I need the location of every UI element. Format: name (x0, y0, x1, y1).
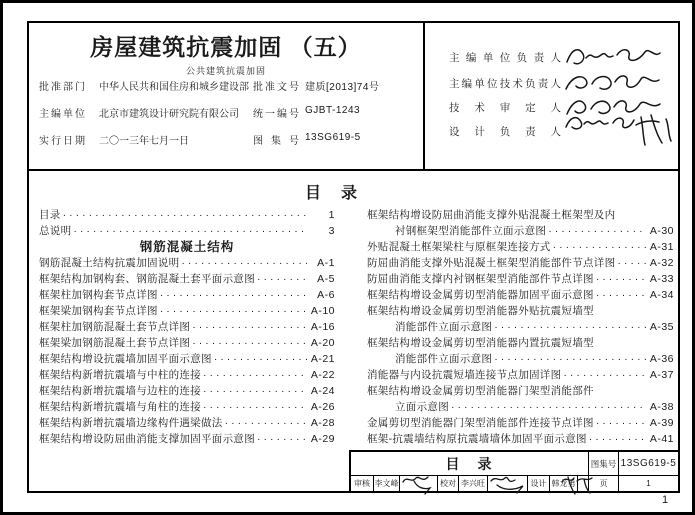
toc-entry-page: A-5 (317, 273, 335, 285)
handwritten-signature (563, 111, 681, 151)
signature-label: 技术审定人 (449, 101, 561, 114)
toc-entry (39, 399, 335, 415)
dot-leader (203, 383, 307, 399)
handwritten-signature (578, 476, 589, 491)
toc-entry-page: A-32 (649, 257, 674, 269)
toc-entry-title: 防屈曲消能支撑内衬钢框架型消能部件节点详图 (367, 273, 594, 285)
dot-leader (494, 319, 646, 335)
toc-entry-title: 框架柱加钢构套节点详图 (39, 289, 158, 301)
toc-entry (367, 431, 674, 447)
approval-info-row (39, 78, 419, 93)
toc-entry (367, 223, 674, 239)
toc-entry-page: A-33 (649, 273, 674, 285)
toc-heading: 目 录 (304, 185, 359, 202)
reviewer-name: 李文峰 (374, 476, 400, 491)
info-value: 13SG619-5 (305, 132, 361, 143)
toc-entry-page: A-39 (649, 417, 674, 429)
dot-leader (596, 415, 646, 431)
toc-entry-title: 框架结构新增抗震墙边缘构件遇梁做法 (39, 417, 223, 429)
toc-entry-title: 框架梁加钢构套节点详图 (39, 305, 158, 317)
toc-entry-page: A-37 (649, 369, 674, 381)
toc-entry-title: 目录 (39, 209, 61, 221)
dot-leader (494, 351, 646, 367)
toc-entry-title: 衬钢框架型消能部件立面示意图 (395, 225, 547, 237)
toc-entry-page: A-35 (649, 321, 674, 333)
toc-entry (367, 287, 674, 303)
dot-leader (257, 271, 307, 287)
page-number: 1 (662, 494, 669, 506)
dot-leader (73, 223, 307, 239)
toc-entry-page: A-28 (310, 417, 335, 429)
toc-entry (39, 383, 335, 399)
header-title-panel (29, 23, 425, 169)
dot-leader (214, 351, 307, 367)
dot-leader (451, 399, 646, 415)
proof-label: 校对 (438, 476, 459, 491)
editor-info-row (39, 105, 419, 120)
toc-entry-title: 框架结构增设金属剪切型消能器加固平面示意图 (367, 289, 594, 301)
toc-entry-title: 框架结构新增抗震墙与边柱的连接 (39, 385, 201, 397)
header-signature-panel (425, 23, 678, 169)
toc-entry (39, 415, 335, 431)
toc-entry (39, 223, 335, 239)
toc-entry-page: A-29 (310, 433, 335, 445)
toc-entry-page: A-38 (649, 401, 674, 413)
signature-row (449, 119, 681, 143)
toc-entry-page: A-21 (310, 353, 335, 365)
info-label: 批准文号 (253, 82, 299, 93)
toc-entry-page: A-10 (310, 305, 335, 317)
toc-entry (39, 303, 335, 319)
toc-entry-title: 框架结构新增抗震墙与角柱的连接 (39, 401, 201, 413)
handwritten-signature (488, 476, 528, 491)
dot-leader (596, 287, 646, 303)
title-block-bottom-row (351, 476, 678, 491)
toc-entry (367, 399, 674, 415)
sheet-header (29, 23, 678, 171)
document-title: 房屋建筑抗震加固 （五） (90, 34, 362, 60)
toc-entry-page: A-6 (317, 289, 335, 301)
toc-entry-title: 框架结构增设防屈曲消能支撑外贴混凝土框架型及内 (367, 209, 616, 221)
toc-entry (39, 271, 335, 287)
toc-entry (39, 239, 335, 255)
atlas-number-label: 图集号 (589, 452, 619, 475)
toc-entry (367, 367, 674, 383)
toc-entry (367, 319, 674, 335)
designer-name: 韩龙勇 (550, 476, 578, 491)
design-label: 设计 (528, 476, 550, 491)
toc-entry-title: 消能器与内设抗震短墙连接节点加固详图 (367, 369, 562, 381)
toc-entry (39, 255, 335, 271)
dot-leader (548, 223, 646, 239)
toc-entry-page: A-26 (310, 401, 335, 413)
dot-leader (192, 335, 307, 351)
dot-leader (203, 399, 307, 415)
toc-entry-title: 框架结构增设抗震墙加固平面示意图 (39, 353, 212, 365)
toc-entry-page: A-1 (317, 257, 335, 269)
dot-leader (63, 207, 307, 223)
toc-entry (39, 287, 335, 303)
info-label: 实行日期 (39, 136, 85, 147)
sheet-page-label: 页 (589, 476, 619, 491)
toc-entry-title: 框架结构加钢构套、钢筋混凝土套平面示意图 (39, 273, 255, 285)
info-value: 中华人民共和国住房和城乡建设部 (99, 82, 249, 93)
info-value: 建质[2013]74号 (305, 82, 380, 93)
toc-right-column (367, 207, 674, 447)
toc-entry-title: 框架柱加钢筋混凝土套节点详图 (39, 321, 191, 333)
toc-entry-title: 钢筋混凝土结构 (139, 240, 235, 254)
toc-entry-page: A-36 (649, 353, 674, 365)
dot-leader (589, 431, 646, 447)
dot-leader (225, 415, 307, 431)
toc-entry-page: 1 (328, 209, 335, 221)
document-subtitle: 公共建筑抗震加固 (185, 66, 266, 76)
signature-label: 主编单位技术负责人 (449, 77, 561, 90)
info-value: 二〇一三年七月一日 (99, 136, 189, 147)
toc-entry-title: 框架-抗震墙结构原抗震墙墙体加固平面示意图 (367, 433, 587, 445)
dot-leader (160, 303, 307, 319)
title-block (349, 450, 678, 491)
toc-entry (367, 383, 674, 399)
toc-entry-title: 框架结构新增抗震墙与中柱的连接 (39, 369, 201, 381)
toc-entry (367, 303, 674, 319)
toc-entry-title: 消能部件立面示意图 (395, 353, 493, 365)
review-label: 审核 (351, 476, 374, 491)
toc-entry-page: A-20 (310, 337, 335, 349)
signature-row (449, 45, 663, 69)
info-label: 图集号 (253, 136, 299, 147)
toc-entry-page: A-34 (649, 289, 674, 301)
dot-leader (596, 271, 646, 287)
toc-entry-title: 钢筋混凝土结构抗震加固说明 (39, 257, 180, 269)
toc-entry-title: 框架结构增设金属剪切型消能器内置抗震短墙型 (367, 337, 594, 349)
info-label: 批准部门 (39, 82, 85, 93)
toc-entry-page: A-41 (649, 433, 674, 445)
toc-entry-page: A-31 (649, 241, 674, 253)
date-info-row (39, 132, 419, 147)
atlas-number-value: 13SG619-5 (620, 458, 677, 469)
toc-entry (39, 207, 335, 223)
dot-leader (160, 287, 307, 303)
toc-entry (39, 335, 335, 351)
toc-entry (367, 207, 674, 223)
dot-leader (181, 255, 307, 271)
toc-entry-title: 框架结构增设防屈曲消能支撑加固平面示意图 (39, 433, 255, 445)
toc-entry (39, 351, 335, 367)
toc-entry (367, 239, 674, 255)
toc-entry-title: 消能部件立面示意图 (395, 321, 493, 333)
toc-entry-title: 框架结构增设金属剪切型消能器外贴抗震短墙型 (367, 305, 594, 317)
toc-entry-title: 立面示意图 (395, 401, 449, 413)
proofer-name: 李兴旺 (459, 476, 488, 491)
toc-entry-page: 3 (328, 225, 335, 237)
dot-leader (617, 255, 646, 271)
toc-entry (39, 319, 335, 335)
info-label: 统一编号 (253, 109, 299, 120)
info-label: 主编单位 (39, 109, 85, 120)
toc-entry (367, 271, 674, 287)
toc-entry (39, 431, 335, 447)
handwritten-signature (400, 476, 438, 491)
toc-entry-page: A-16 (310, 321, 335, 333)
toc-left-column (39, 207, 335, 447)
toc-entry (367, 351, 674, 367)
toc-entry (39, 367, 335, 383)
sheet-page-number: 1 (646, 479, 651, 488)
dot-leader (192, 319, 307, 335)
toc-entry-page: A-30 (649, 225, 674, 237)
toc-entry-title: 总说明 (39, 225, 72, 237)
dot-leader (563, 367, 646, 383)
info-value: 北京市建筑设计研究院有限公司 (99, 109, 239, 120)
toc-entry (367, 415, 674, 431)
dot-leader (553, 239, 646, 255)
toc-entry-title: 金属剪切型消能器门架型消能部件连接节点详图 (367, 417, 594, 429)
toc-entry-page: A-24 (310, 385, 335, 397)
toc-entry (367, 255, 674, 271)
dot-leader (257, 431, 307, 447)
toc-entry-title: 框架梁加钢筋混凝土套节点详图 (39, 337, 191, 349)
drawing-sheet-border (27, 21, 680, 493)
signature-label: 设计负责人 (449, 125, 561, 138)
info-value: GJBT-1243 (305, 105, 361, 116)
toc-entry-title: 外贴混凝土框架梁柱与原框架连接方式 (367, 241, 551, 253)
toc-entry-title: 框架结构增设金属剪切型消能器门架型消能部件 (367, 385, 594, 397)
signature-label: 主编单位负责人 (449, 51, 561, 64)
toc-entry-title: 防屈曲消能支撑外贴混凝土框架型消能部件节点详图 (367, 257, 616, 269)
dot-leader (203, 367, 307, 383)
title-block-heading: 目 录 (351, 452, 589, 475)
toc-entry-page: A-22 (310, 369, 335, 381)
toc-entry (367, 335, 674, 351)
